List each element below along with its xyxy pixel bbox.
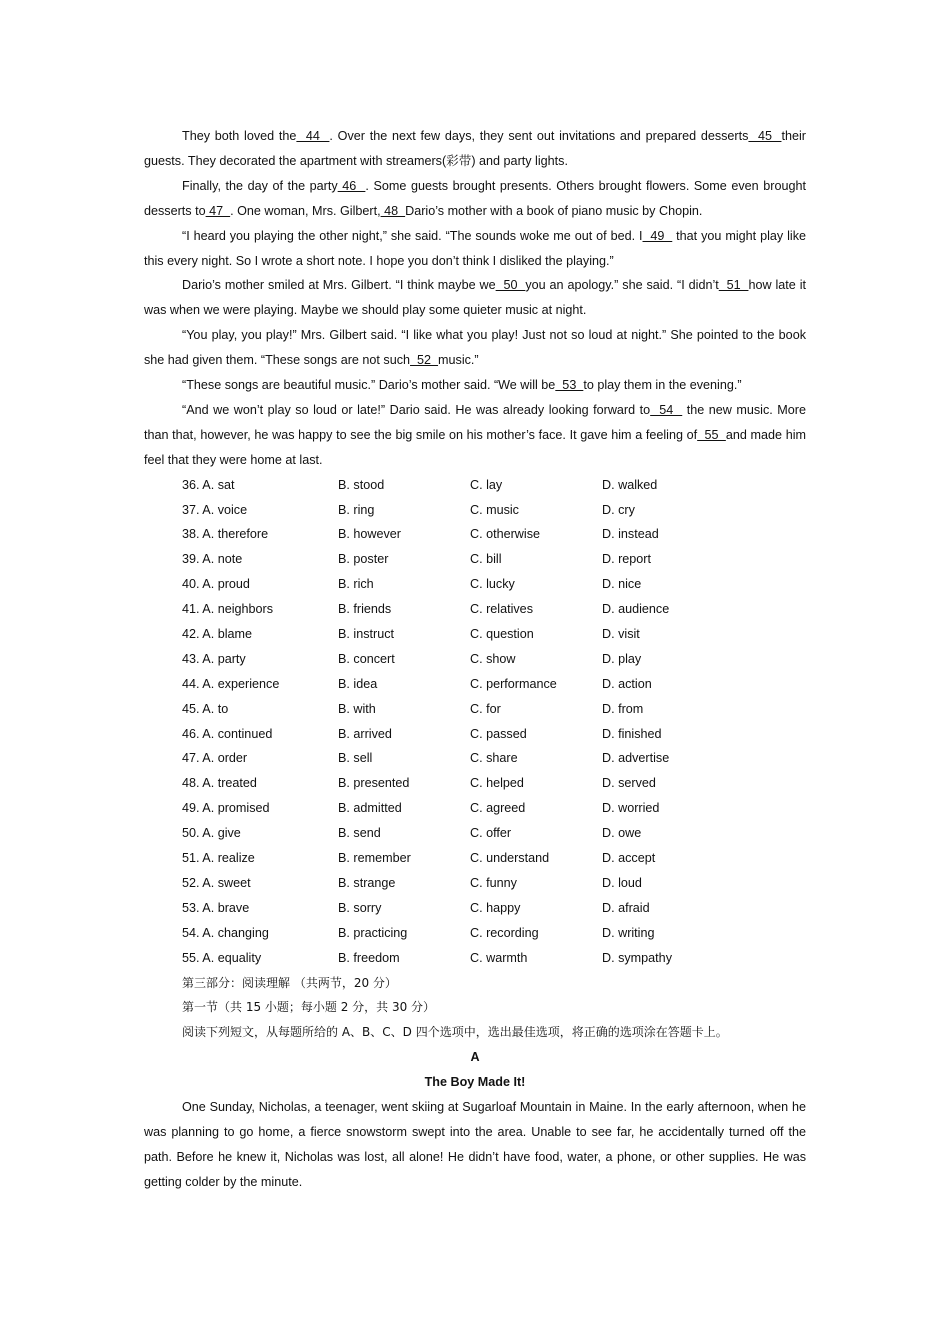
- answer-blank: 55: [697, 427, 726, 442]
- passage-paragraph: [144, 373, 806, 398]
- section-title: 第三部分：阅读理解 （共两节，20 分）: [182, 975, 397, 990]
- option-c: C. bill: [470, 552, 502, 567]
- option-a: 40. A. proud: [182, 577, 250, 592]
- passage-paragraph: [144, 323, 806, 373]
- option-c: C. otherwise: [470, 527, 540, 542]
- option-b: B. poster: [338, 552, 389, 567]
- answer-blank: 53: [555, 378, 584, 393]
- passage-paragraph: One Sunday, Nicholas, a teenager, went skiing at Sugarloaf Mountain in Maine. In the early afternoon, when he was planning to go home, a fierce snowstorm swept into the area. Unable to see far, he accidentally turned off the path. Before he knew it, Nicholas was lost, all alone! He didn’t have food, water, a phone, or other supplies. He was getting colder by the minute.: [144, 1099, 806, 1189]
- answer-options: [182, 473, 806, 971]
- option-d: D. action: [602, 676, 652, 691]
- question-row: [182, 821, 806, 846]
- passage-text: the new music. More than that, however, he was happy to see the big smile on his mother’s face. It gave him a feeling of: [144, 402, 806, 442]
- option-b: B. strange: [338, 875, 396, 890]
- option-c: C. share: [470, 751, 518, 766]
- section-instruction: 阅读下列短文，从每题所给的 A、B、C、D 四个选项中，选出最佳选项，将正确的选项涂在答题卡上。: [182, 1025, 728, 1040]
- answer-blank: 45: [748, 129, 782, 143]
- passage-paragraph: [144, 398, 806, 473]
- answer-blank: 47: [205, 203, 231, 218]
- option-c: C. funny: [470, 875, 517, 890]
- question-row: [182, 572, 806, 597]
- option-d: D. owe: [602, 826, 642, 841]
- option-c: C. recording: [470, 925, 539, 940]
- option-d: D. afraid: [602, 900, 650, 915]
- option-b: B. rich: [338, 577, 374, 592]
- passage-text: Finally, the day of the party: [182, 178, 338, 193]
- option-c: C. lay: [470, 477, 503, 492]
- option-d: D. instead: [602, 527, 659, 542]
- passage-text: “These songs are beautiful music.” Dario’s mother said. “We will be: [182, 378, 556, 393]
- question-row: [182, 846, 806, 871]
- question-row: [182, 547, 806, 572]
- option-d: D. finished: [602, 726, 662, 741]
- option-c: C. agreed: [470, 801, 526, 816]
- option-c: C. passed: [470, 726, 527, 741]
- option-b: B. stood: [338, 477, 385, 492]
- option-a: 45. A. to: [182, 701, 229, 716]
- option-a: 41. A. neighbors: [182, 602, 274, 617]
- passage-paragraph: [144, 124, 806, 174]
- option-b: B. instruct: [338, 627, 394, 642]
- document-page: [144, 124, 806, 1195]
- option-a: 39. A. note: [182, 552, 243, 567]
- question-row: [182, 473, 806, 498]
- option-d: D. loud: [602, 875, 642, 890]
- passage-text: “You play, you play!” Mrs. Gilbert said. “I like what you play! Just not so loud at night.” She pointed to the book she had given them. “These songs are not such: [144, 328, 806, 368]
- option-c: C. happy: [470, 900, 521, 915]
- option-d: D. report: [602, 552, 651, 567]
- option-a: 38. A. therefore: [182, 527, 269, 542]
- option-a: 51. A. realize: [182, 851, 255, 866]
- question-row: [182, 622, 806, 647]
- question-row: [182, 746, 806, 771]
- option-b: B. friends: [338, 602, 392, 617]
- option-c: C. performance: [470, 676, 557, 691]
- question-row: [182, 697, 806, 722]
- option-a: 37. A. voice: [182, 502, 248, 517]
- option-b: B. arrived: [338, 726, 392, 741]
- passage-text: . Some guests brought presents. Others brought flowers. Some even brought desserts to: [144, 178, 806, 218]
- passage-title: The Boy Made It!: [424, 1075, 526, 1090]
- passage-text: their guests. They decorated the apartment with streamers(彩带) and party lights.: [144, 129, 806, 168]
- option-a: 36. A. sat: [182, 477, 235, 492]
- option-b: B. however: [338, 527, 401, 542]
- question-row: [182, 647, 806, 672]
- passage-text: how late it was when we were playing. Maybe we should play some quieter music at night.: [144, 278, 807, 318]
- passage-paragraph: [144, 174, 806, 224]
- option-c: C. offer: [470, 826, 512, 841]
- option-c: C. warmth: [470, 950, 528, 965]
- option-b: B. with: [338, 701, 376, 716]
- passage-text: “I heard you playing the other night,” she said. “The sounds woke me out of bed. I: [182, 228, 643, 243]
- answer-blank: 46: [337, 178, 366, 193]
- answer-blank: 52: [410, 353, 439, 368]
- question-row: [182, 672, 806, 697]
- option-c: C. helped: [470, 776, 524, 791]
- option-d: D. visit: [602, 627, 640, 642]
- option-d: D. served: [602, 776, 656, 791]
- option-c: C. show: [470, 651, 516, 666]
- option-a: 46. A. continued: [182, 726, 273, 741]
- option-a: 42. A. blame: [182, 627, 253, 642]
- question-row: [182, 921, 806, 946]
- question-row: [182, 522, 806, 547]
- option-a: 54. A. changing: [182, 925, 269, 940]
- question-row: [182, 896, 806, 921]
- cloze-passage: [144, 124, 806, 473]
- passage-text: that you might play like this every night. So I wrote a short note. I hope you don’t think I disliked the playing.”: [144, 228, 806, 268]
- option-d: D. walked: [602, 477, 658, 492]
- option-c: C. for: [470, 701, 501, 716]
- question-row: [182, 498, 806, 523]
- answer-blank: 44: [296, 129, 330, 143]
- option-b: B. sell: [338, 751, 373, 766]
- option-d: D. play: [602, 651, 642, 666]
- passage-text: you an apology.” she said. “I didn’t: [525, 278, 719, 293]
- option-b: B. concert: [338, 651, 395, 666]
- option-b: B. admitted: [338, 801, 402, 816]
- option-d: D. worried: [602, 801, 660, 816]
- passage-paragraph: [144, 224, 806, 274]
- option-a: 52. A. sweet: [182, 875, 251, 890]
- option-b: B. idea: [338, 676, 378, 691]
- option-a: 44. A. experience: [182, 676, 280, 691]
- option-b: B. freedom: [338, 950, 400, 965]
- answer-blank: 49: [642, 228, 673, 243]
- option-d: D. audience: [602, 602, 670, 617]
- option-a: 43. A. party: [182, 651, 246, 666]
- passage-text: “And we won’t play so loud or late!” Dario said. He was already looking forward to: [182, 402, 651, 417]
- option-d: D. sympathy: [602, 950, 672, 965]
- option-c: C. music: [470, 502, 519, 517]
- option-d: D. nice: [602, 577, 642, 592]
- passage-text: and made him feel that they were home at last.: [144, 427, 806, 467]
- answer-blank: 54: [650, 402, 683, 417]
- answer-blank: 51: [718, 278, 749, 293]
- option-a: 47. A. order: [182, 751, 248, 766]
- option-d: D. advertise: [602, 751, 670, 766]
- question-row: [182, 771, 806, 796]
- option-a: 50. A. give: [182, 826, 241, 841]
- option-a: 55. A. equality: [182, 950, 262, 965]
- section-subtitle: 第一节（共 15 小题；每小题 2 分，共 30 分）: [182, 1000, 436, 1015]
- passage-text: music.”: [438, 353, 479, 368]
- passage-text: . Over the next few days, they sent out invitations and prepared desserts: [329, 129, 749, 143]
- answer-blank: 48: [380, 203, 406, 218]
- option-b: B. send: [338, 826, 381, 841]
- option-c: C. lucky: [470, 577, 515, 592]
- option-d: D. from: [602, 701, 644, 716]
- question-row: [182, 597, 806, 622]
- passage-text: Dario’s mother with a book of piano music by Chopin.: [405, 203, 703, 218]
- passage-paragraph: [144, 273, 806, 323]
- option-a: 53. A. brave: [182, 900, 250, 915]
- question-row: [182, 796, 806, 821]
- question-row: [182, 871, 806, 896]
- question-row: [182, 722, 806, 747]
- option-d: D. accept: [602, 851, 656, 866]
- option-a: 48. A. treated: [182, 776, 257, 791]
- passage-label: A: [470, 1050, 480, 1065]
- option-c: C. understand: [470, 851, 550, 866]
- option-b: B. practicing: [338, 925, 408, 940]
- option-d: D. cry: [602, 502, 635, 517]
- passage-text: They both loved the: [182, 129, 297, 143]
- option-d: D. writing: [602, 925, 655, 940]
- passage-text: . One woman, Mrs. Gilbert,: [230, 203, 381, 218]
- passage-text: Dario’s mother smiled at Mrs. Gilbert. “I think maybe we: [182, 278, 496, 293]
- option-c: C. relatives: [470, 602, 533, 617]
- option-b: B. sorry: [338, 900, 382, 915]
- passage-text: to play them in the evening.”: [583, 378, 742, 393]
- option-a: 49. A. promised: [182, 801, 270, 816]
- question-row: [182, 946, 806, 971]
- answer-blank: 50: [495, 278, 526, 293]
- option-b: B. ring: [338, 502, 375, 517]
- option-b: B. remember: [338, 851, 411, 866]
- option-c: C. question: [470, 627, 534, 642]
- option-b: B. presented: [338, 776, 410, 791]
